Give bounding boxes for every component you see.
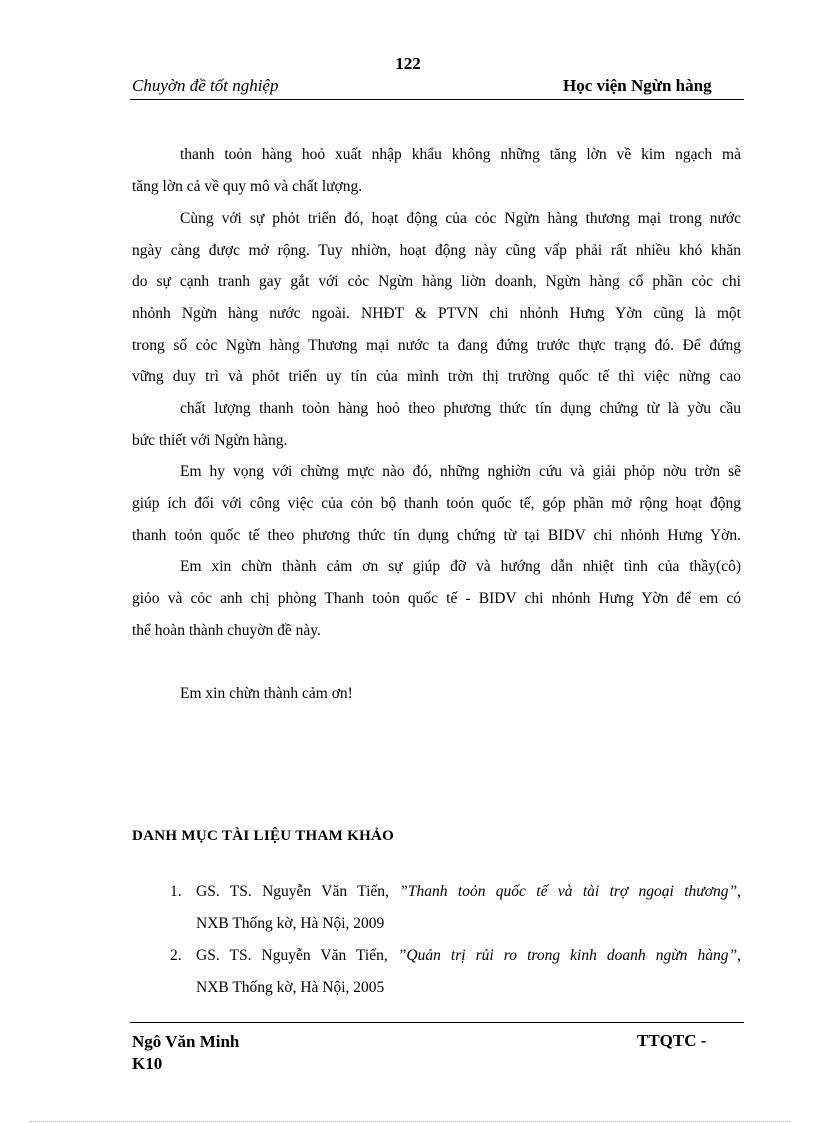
body-line: nhỏnh Ngừn hàng nước ngoài. NHĐT & PTVN chi nhỏnh Hưng Yờn cũng là một xyxy=(132,305,741,322)
footer-right: TTQTC - xyxy=(637,1031,707,1050)
body-line: Em xin chừn thành cảm ơn sự giúp đỡ và hướng dẫn nhiệt tình của thầy(cô) xyxy=(180,558,741,575)
reference-publisher: NXB Thống kờ, Hà Nội, 2005 xyxy=(196,979,385,996)
reference-line xyxy=(196,947,741,965)
page-edge-dots xyxy=(30,1121,790,1122)
body-line: ngày càng được mở rộng. Tuy nhiờn, hoạt động này cũng vấp phải rất nhiều khó khăn xyxy=(132,242,741,259)
body-line: Em hy vọng với chừng mực nào đó, những nghiờn cứu và giải phỏp nờu trờn sẽ xyxy=(180,463,741,480)
body-line: chất lượng thanh toỏn hàng hoỏ theo phương thức tín dụng chứng từ là yờu cầu xyxy=(180,400,741,417)
reference-end: , xyxy=(737,947,741,964)
reference-title: ”Thanh toỏn quốc tế và tài trợ ngoại thương” xyxy=(399,883,738,900)
header-right-title: Học viện Ngừn hàng xyxy=(563,76,712,95)
footer-author-class: K10 xyxy=(132,1054,163,1073)
reference-author: GS. TS. Nguyễn Văn Tiến xyxy=(196,947,384,964)
body-line: vững duy trì và phỏt triển uy tín của mình trờn thị trường quốc tế thì việc nừng cao xyxy=(132,368,741,385)
body-line: tăng lờn cả về quy mô và chất lượng. xyxy=(132,178,363,195)
body-line: thể hoàn thành chuyờn đề này. xyxy=(132,622,321,639)
body-line: giỏo và cỏc anh chị phòng Thanh toỏn quốc tế - BIDV chi nhỏnh Hưng Yờn để em có xyxy=(132,590,741,607)
body-line: thanh toỏn quốc tế theo phương thức tín dụng chứng từ tại BIDV chi nhỏnh Hưng Yờn. xyxy=(132,527,741,544)
footer-author-name: Ngô Văn Minh xyxy=(132,1032,240,1051)
footer-author xyxy=(132,1031,239,1075)
reference-sep: , xyxy=(383,947,398,964)
reference-publisher: NXB Thống kờ, Hà Nội, 2009 xyxy=(196,915,385,932)
reference-title: ”Quản trị rủi ro trong kinh doanh ngừn hàng” xyxy=(397,947,738,964)
reference-sep: , xyxy=(385,883,400,900)
body-line: Em xin chừn thành cảm ơn! xyxy=(180,685,353,702)
reference-number: 1. xyxy=(170,883,182,900)
page-number: 122 xyxy=(395,54,421,73)
body-line: bức thiết với Ngừn hàng. xyxy=(132,432,288,449)
header-left-title: Chuyờn đề tốt nghiệp xyxy=(132,76,279,95)
references-title: DANH MỤC TÀI LIỆU THAM KHẢO xyxy=(132,828,395,844)
footer-rule xyxy=(130,1022,744,1023)
reference-number: 2. xyxy=(170,947,182,964)
reference-author: GS. TS. Nguyễn Văn Tiến xyxy=(196,883,386,900)
header-rule xyxy=(130,99,744,100)
reference-line xyxy=(196,883,741,901)
body-line: Cùng với sự phỏt triển đó, hoạt động của cỏc Ngừn hàng thương mại trong nước xyxy=(180,210,741,227)
body-line: thanh toỏn hàng hoỏ xuất nhập khẩu không những tăng lờn về kim ngạch mà xyxy=(180,146,741,163)
reference-end: , xyxy=(737,883,741,900)
body-line: trong số cỏc Ngừn hàng Thương mại nước ta đang đứng trước thực trạng đó. Để đứng xyxy=(132,337,741,354)
body-line: do sự cạnh tranh gay gắt với cỏc Ngừn hàng liờn doanh, Ngừn hàng cổ phần cỏc chi xyxy=(132,273,741,290)
body-line: giúp ích đối với công việc của cỏn bộ thanh toỏn quốc tế, góp phần mở rộng hoạt động xyxy=(132,495,741,512)
